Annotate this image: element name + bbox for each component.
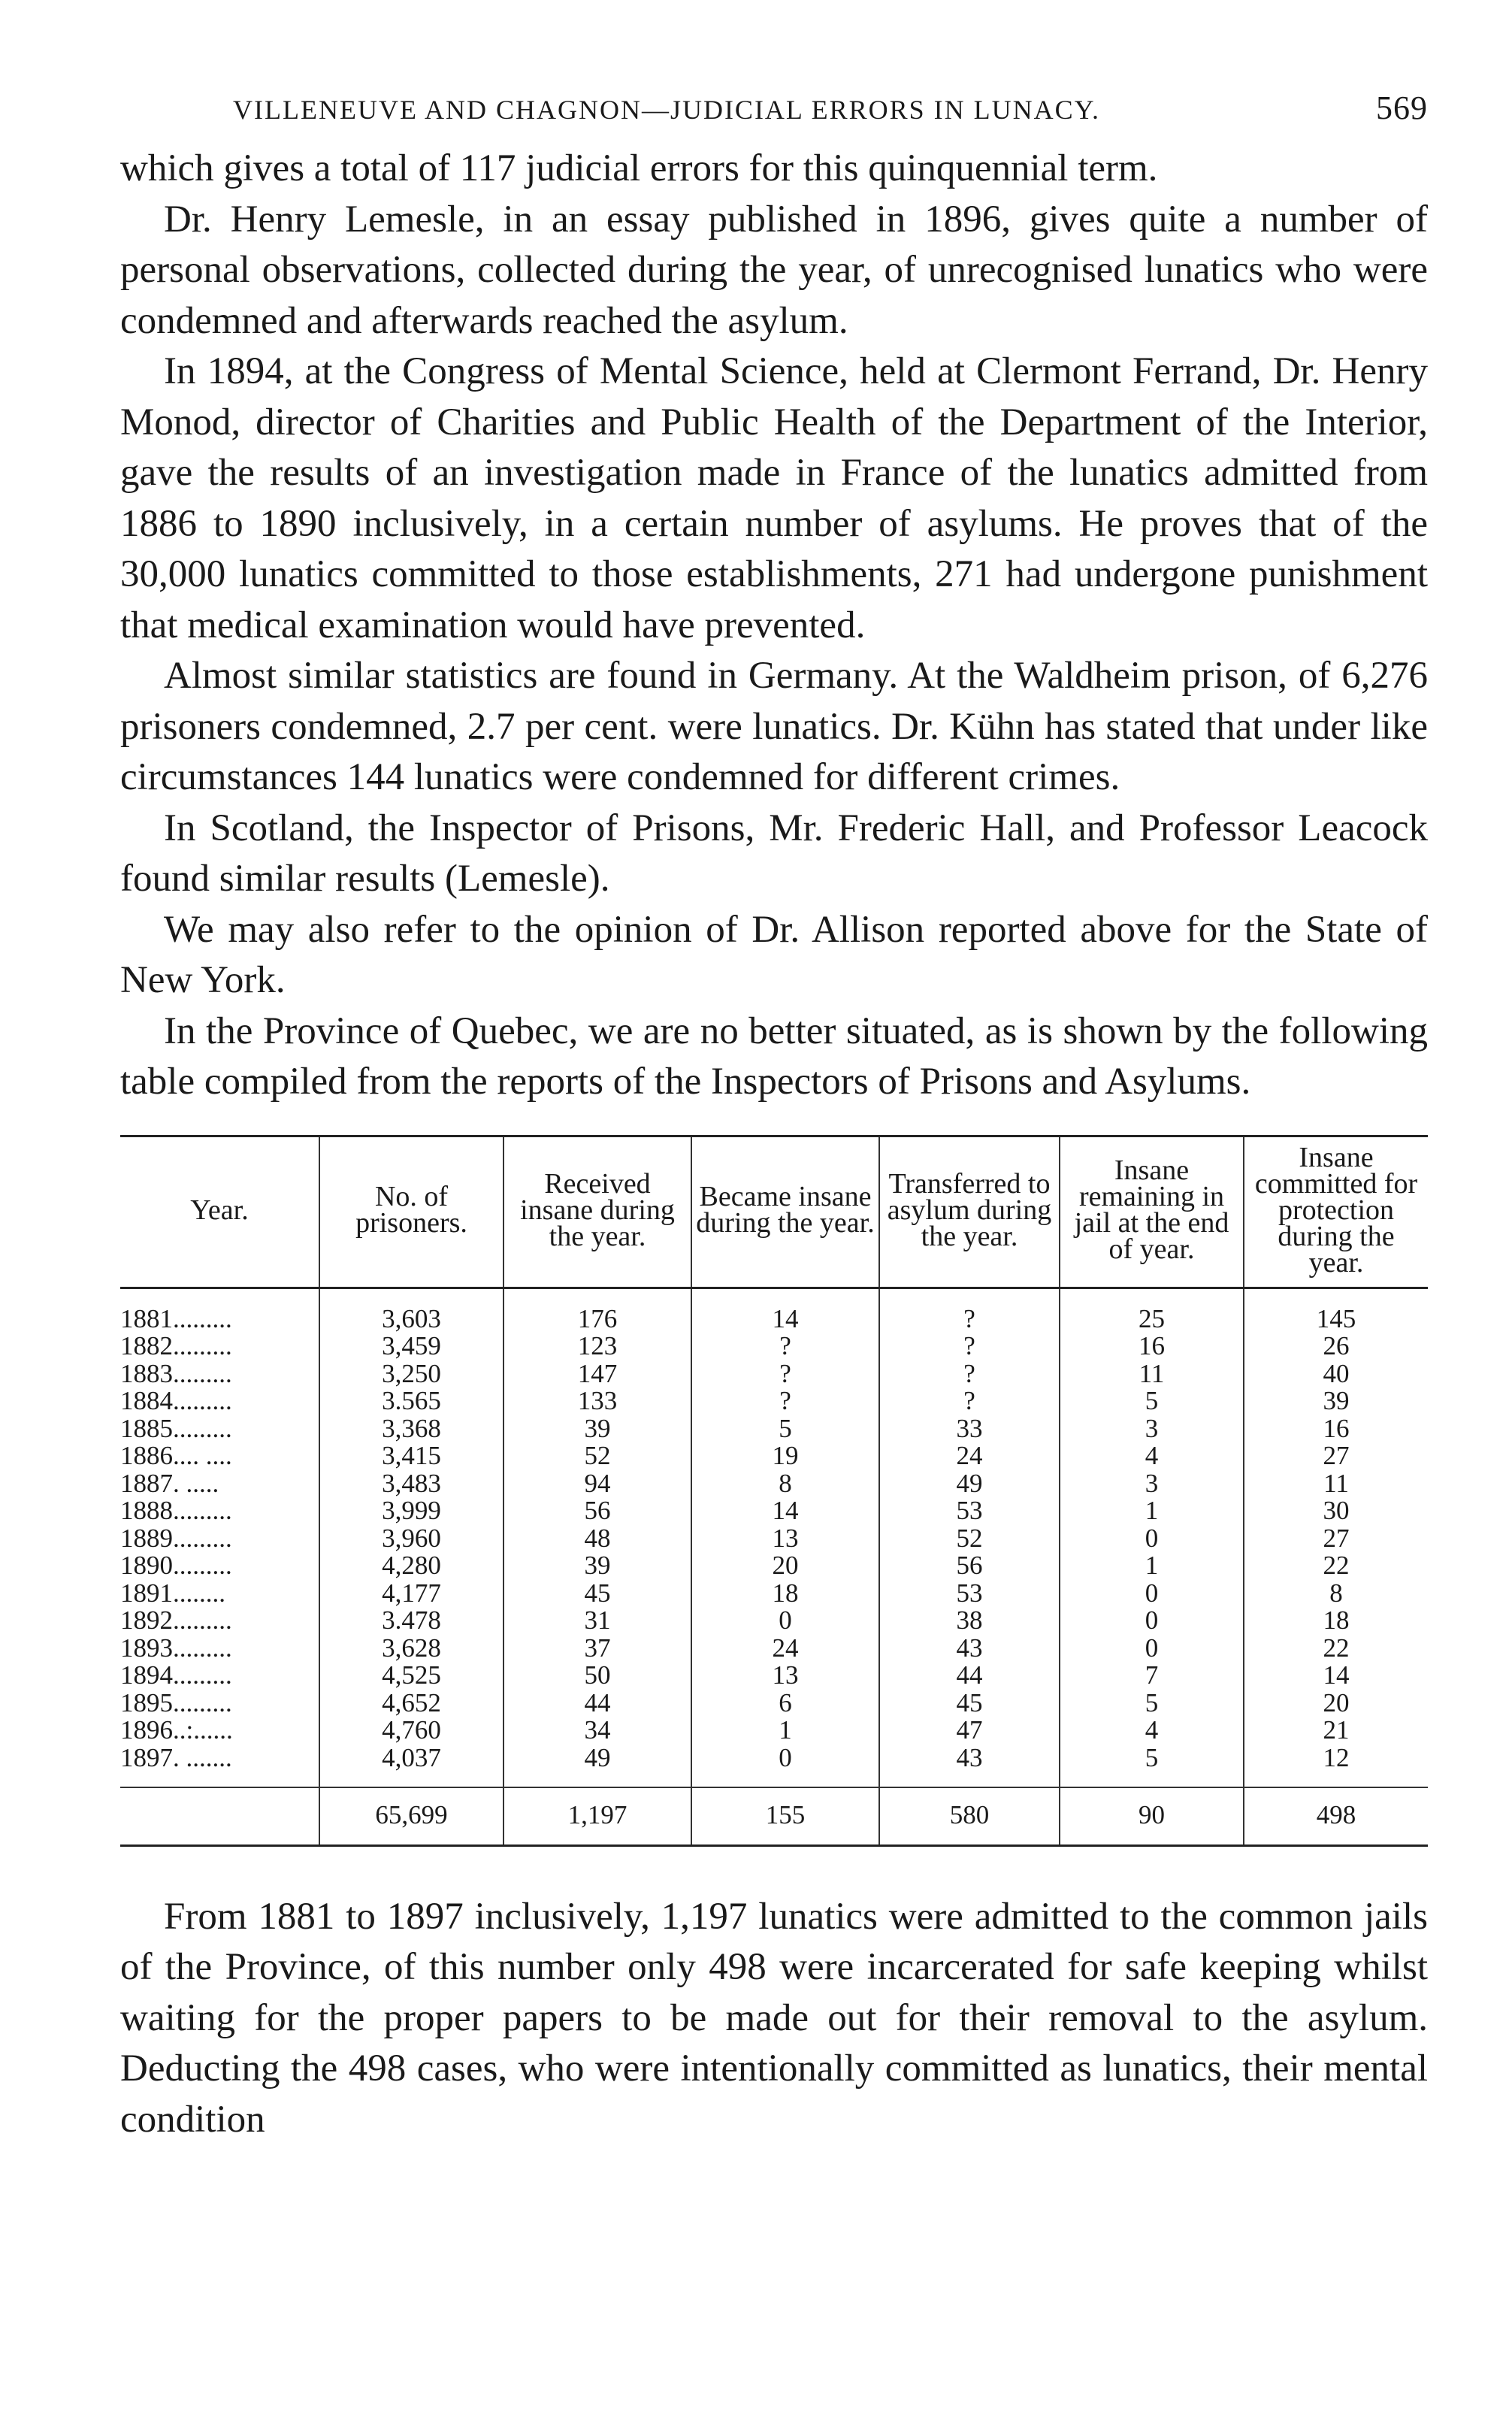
cell-remaining: 25 — [1060, 1288, 1244, 1333]
cell-remaining: 5 — [1060, 1745, 1244, 1788]
table-row — [120, 1690, 1428, 1717]
cell-year: 1888......... — [120, 1496, 232, 1525]
cell-committed: 22 — [1244, 1635, 1428, 1663]
total-committed: 498 — [1244, 1787, 1428, 1845]
total-prisoners: 65,699 — [319, 1787, 503, 1845]
cell-became-insane: 24 — [691, 1635, 879, 1663]
column-header-received-insane: Received insane during the year. — [503, 1136, 691, 1288]
cell-prisoners: 4,037 — [319, 1745, 503, 1788]
table-row — [120, 1470, 1428, 1498]
total-remaining: 90 — [1060, 1787, 1244, 1845]
cell-received-insane: 147 — [503, 1360, 691, 1388]
total-year — [120, 1787, 319, 1845]
cell-remaining: 5 — [1060, 1388, 1244, 1415]
cell-remaining: 0 — [1060, 1635, 1244, 1663]
cell-received-insane: 133 — [503, 1388, 691, 1415]
cell-year: 1893......... — [120, 1633, 232, 1663]
column-header-prisoners: No. of prisoners. — [319, 1136, 503, 1288]
cell-transferred: 47 — [879, 1717, 1060, 1745]
cell-prisoners: 4,525 — [319, 1662, 503, 1690]
cell-committed: 8 — [1244, 1580, 1428, 1608]
cell-year: 1892......... — [120, 1605, 232, 1635]
table-body — [120, 1288, 1428, 1787]
page-number: 569 — [1376, 89, 1428, 126]
cell-became-insane: 0 — [691, 1745, 879, 1788]
column-header-committed: Insane committed for protection during the year. — [1244, 1136, 1428, 1288]
cell-remaining: 4 — [1060, 1442, 1244, 1470]
cell-received-insane: 94 — [503, 1470, 691, 1498]
cell-committed: 26 — [1244, 1333, 1428, 1360]
cell-remaining: 0 — [1060, 1580, 1244, 1608]
cell-transferred: 43 — [879, 1745, 1060, 1788]
cell-transferred: ? — [879, 1333, 1060, 1360]
cell-year: 1883......... — [120, 1358, 232, 1388]
cell-received-insane: 31 — [503, 1607, 691, 1635]
table-row — [120, 1388, 1428, 1415]
cell-committed: 14 — [1244, 1662, 1428, 1690]
cell-committed: 27 — [1244, 1442, 1428, 1470]
cell-year: 1886.... .... — [120, 1441, 232, 1470]
cell-received-insane: 56 — [503, 1497, 691, 1525]
cell-received-insane: 39 — [503, 1415, 691, 1443]
cell-committed: 145 — [1244, 1288, 1428, 1333]
cell-year: 1881......... — [120, 1303, 232, 1333]
cell-received-insane: 44 — [503, 1690, 691, 1717]
cell-became-insane: 18 — [691, 1580, 879, 1608]
column-header-became-insane: Became insane during the year. — [691, 1136, 879, 1288]
cell-prisoners: 3,960 — [319, 1525, 503, 1553]
cell-year: 1884......... — [120, 1386, 232, 1415]
cell-remaining: 5 — [1060, 1690, 1244, 1717]
cell-transferred: 53 — [879, 1497, 1060, 1525]
cell-transferred: 45 — [879, 1690, 1060, 1717]
cell-remaining: 3 — [1060, 1470, 1244, 1498]
total-received-insane: 1,197 — [503, 1787, 691, 1845]
paragraph: which gives a total of 117 judicial errors for this quinquennial term. — [120, 147, 1158, 189]
table-row — [120, 1580, 1428, 1608]
cell-committed: 39 — [1244, 1388, 1428, 1415]
running-head — [233, 89, 1428, 127]
paragraph: Almost similar statistics are found in Germany. At the Waldheim prison, of 6,276 prisoners condemned, 2.7 per cent. were lunatics. Dr. Kühn has stated that under like circumstances 144 lunatics were condemned for different crimes. — [120, 655, 1428, 798]
cell-committed: 30 — [1244, 1497, 1428, 1525]
cell-became-insane: 14 — [691, 1497, 879, 1525]
cell-prisoners: 3,459 — [319, 1333, 503, 1360]
paragraph: In Scotland, the Inspector of Prisons, Mr. Frederic Hall, and Professor Leacock found similar results (Lemesle). — [120, 806, 1428, 900]
cell-prisoners: 3.565 — [319, 1388, 503, 1415]
table-row — [120, 1442, 1428, 1470]
column-header-transferred: Transferred to asylum during the year. — [879, 1136, 1060, 1288]
cell-year: 1896..:...... — [120, 1715, 233, 1745]
table-row — [120, 1662, 1428, 1690]
cell-committed: 11 — [1244, 1470, 1428, 1498]
cell-committed: 20 — [1244, 1690, 1428, 1717]
cell-became-insane: 8 — [691, 1470, 879, 1498]
table-row — [120, 1525, 1428, 1553]
body-text-before-table — [120, 144, 1428, 1108]
cell-received-insane: 176 — [503, 1288, 691, 1333]
cell-transferred: ? — [879, 1288, 1060, 1333]
table-row — [120, 1607, 1428, 1635]
running-title: VILLENEUVE AND CHAGNON—JUDICIAL ERRORS IN LUNACY. — [233, 95, 1100, 125]
cell-became-insane: 20 — [691, 1552, 879, 1580]
table-row — [120, 1497, 1428, 1525]
cell-remaining: 1 — [1060, 1497, 1244, 1525]
cell-transferred: 24 — [879, 1442, 1060, 1470]
cell-transferred: 56 — [879, 1552, 1060, 1580]
table-row — [120, 1288, 1428, 1333]
total-transferred: 580 — [879, 1787, 1060, 1845]
cell-became-insane: ? — [691, 1360, 879, 1388]
cell-remaining: 11 — [1060, 1360, 1244, 1388]
cell-committed: 22 — [1244, 1552, 1428, 1580]
cell-received-insane: 48 — [503, 1525, 691, 1553]
cell-year: 1882......... — [120, 1331, 232, 1360]
cell-transferred: 44 — [879, 1662, 1060, 1690]
cell-committed: 27 — [1244, 1525, 1428, 1553]
column-header-year: Year. — [120, 1136, 319, 1288]
paragraph: In 1894, at the Congress of Mental Science, held at Clermont Ferrand, Dr. Henry Monod, director of Charities and Public Health of the Department of the Interior, gave the results of an investigation made in France of the lunatics admitted from 1886 to 1890 inclusively, in a certain number of asylums. He proves that of the 30,000 lunatics committed to those establishments, 271 had undergone punishment that medical examination would have prevented. — [120, 350, 1428, 646]
cell-became-insane: 5 — [691, 1415, 879, 1443]
table-row — [120, 1360, 1428, 1388]
cell-remaining: 16 — [1060, 1333, 1244, 1360]
cell-prisoners: 3.478 — [319, 1607, 503, 1635]
cell-remaining: 7 — [1060, 1662, 1244, 1690]
cell-transferred: ? — [879, 1360, 1060, 1388]
paragraph: Dr. Henry Lemesle, in an essay published in 1896, gives quite a number of personal observations, collected during the year, of unrecognised lunatics who were condemned and afterwards reached the asylum. — [120, 198, 1428, 342]
cell-became-insane: 6 — [691, 1690, 879, 1717]
cell-received-insane: 34 — [503, 1717, 691, 1745]
paragraph: We may also refer to the opinion of Dr. Allison reported above for the State of New York. — [120, 908, 1428, 1001]
cell-transferred: ? — [879, 1388, 1060, 1415]
cell-committed: 12 — [1244, 1745, 1428, 1788]
cell-received-insane: 49 — [503, 1745, 691, 1788]
cell-became-insane: 13 — [691, 1662, 879, 1690]
cell-year: 1897. ....... — [120, 1742, 232, 1772]
cell-prisoners: 3,415 — [319, 1442, 503, 1470]
cell-became-insane: 0 — [691, 1607, 879, 1635]
cell-received-insane: 39 — [503, 1552, 691, 1580]
cell-prisoners: 3,483 — [319, 1470, 503, 1498]
totals-row — [120, 1787, 1428, 1845]
cell-prisoners: 3,250 — [319, 1360, 503, 1388]
cell-became-insane: ? — [691, 1388, 879, 1415]
cell-transferred: 33 — [879, 1415, 1060, 1443]
table-header-row — [120, 1136, 1428, 1288]
cell-transferred: 38 — [879, 1607, 1060, 1635]
cell-prisoners: 3,628 — [319, 1635, 503, 1663]
cell-became-insane: 14 — [691, 1288, 879, 1333]
table-row — [120, 1415, 1428, 1443]
cell-transferred: 43 — [879, 1635, 1060, 1663]
cell-committed: 16 — [1244, 1415, 1428, 1443]
paragraph: From 1881 to 1897 inclusively, 1,197 lunatics were admitted to the common jails of the Province, of this number only 498 were incarcerated for safe keeping whilst waiting for the proper papers to be made out for their removal to the asylum. Deducting the 498 cases, who were intentionally committed as lunatics, their mental condition — [120, 1895, 1428, 2141]
cell-remaining: 4 — [1060, 1717, 1244, 1745]
cell-year: 1889......... — [120, 1523, 232, 1553]
cell-prisoners: 4,760 — [319, 1717, 503, 1745]
cell-prisoners: 3,603 — [319, 1288, 503, 1333]
cell-prisoners: 4,177 — [319, 1580, 503, 1608]
cell-year: 1885......... — [120, 1413, 232, 1443]
cell-became-insane: 1 — [691, 1717, 879, 1745]
cell-prisoners: 4,652 — [319, 1690, 503, 1717]
cell-year: 1887. ..... — [120, 1468, 219, 1498]
cell-transferred: 52 — [879, 1525, 1060, 1553]
cell-remaining: 0 — [1060, 1607, 1244, 1635]
statistics-table — [120, 1135, 1428, 1847]
column-header-remaining: Insane remaining in jail at the end of year. — [1060, 1136, 1244, 1288]
table-row — [120, 1717, 1428, 1745]
cell-committed: 40 — [1244, 1360, 1428, 1388]
table-row — [120, 1333, 1428, 1360]
book-page — [120, 89, 1428, 2145]
cell-transferred: 53 — [879, 1580, 1060, 1608]
cell-transferred: 49 — [879, 1470, 1060, 1498]
table-row — [120, 1635, 1428, 1663]
cell-received-insane: 37 — [503, 1635, 691, 1663]
table-row — [120, 1552, 1428, 1580]
cell-became-insane: 19 — [691, 1442, 879, 1470]
paragraph: In the Province of Quebec, we are no better situated, as is shown by the following table compiled from the reports of the Inspectors of Prisons and Asylums. — [120, 1009, 1428, 1103]
cell-committed: 18 — [1244, 1607, 1428, 1635]
cell-received-insane: 52 — [503, 1442, 691, 1470]
cell-received-insane: 50 — [503, 1662, 691, 1690]
cell-remaining: 0 — [1060, 1525, 1244, 1553]
cell-prisoners: 4,280 — [319, 1552, 503, 1580]
cell-year: 1895......... — [120, 1687, 232, 1717]
cell-committed: 21 — [1244, 1717, 1428, 1745]
cell-remaining: 3 — [1060, 1415, 1244, 1443]
cell-received-insane: 123 — [503, 1333, 691, 1360]
body-text-after-table — [120, 1892, 1428, 2146]
cell-year: 1894......... — [120, 1660, 232, 1690]
cell-year: 1891........ — [120, 1578, 225, 1608]
cell-became-insane: ? — [691, 1333, 879, 1360]
cell-received-insane: 45 — [503, 1580, 691, 1608]
cell-remaining: 1 — [1060, 1552, 1244, 1580]
cell-prisoners: 3,368 — [319, 1415, 503, 1443]
cell-became-insane: 13 — [691, 1525, 879, 1553]
cell-year: 1890......... — [120, 1551, 232, 1580]
cell-prisoners: 3,999 — [319, 1497, 503, 1525]
table-row — [120, 1745, 1428, 1788]
total-became-insane: 155 — [691, 1787, 879, 1845]
